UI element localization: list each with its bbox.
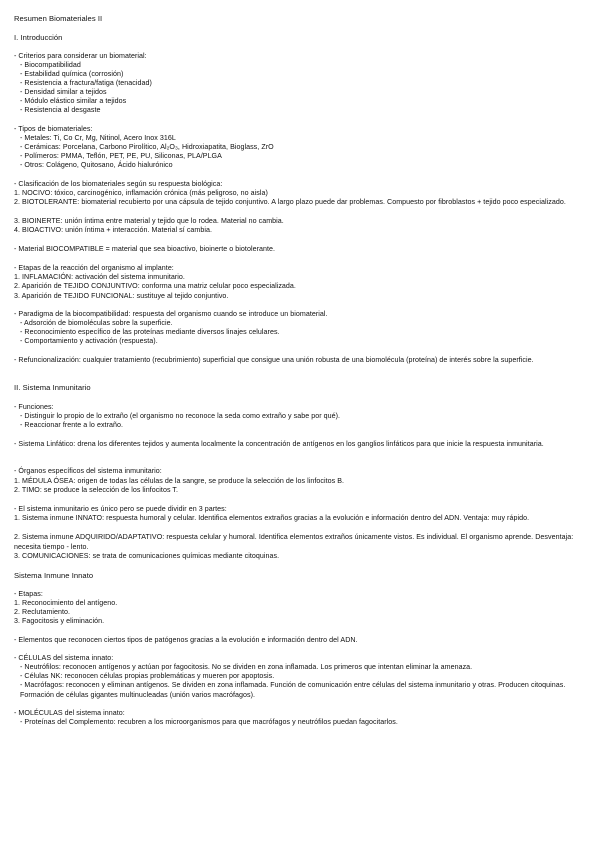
list-item: 1. INFLAMACIÓN: activación del sistema inmunitario. — [14, 273, 185, 281]
list-item: - Módulo elástico similar a tejidos — [20, 97, 127, 105]
list-item: - Densidad similar a tejidos — [20, 88, 107, 96]
list-item: 1. Sistema inmune INNATO: respuesta humoral y celular. Identifica elementos extraños gracias a la evolución e información dentro del ADN. Ventaja: muy rápido. — [14, 514, 530, 522]
list-item: 2. Sistema inmune ADQUIRIDO/ADAPTATIVO: respuesta celular y humoral. Identifica elementos extraños únicamente vistos. Es individual. El organismo aprende. Desventaja: necesita tiempo - lento. — [14, 533, 574, 551]
elementos-definition: - Elementos que reconocen ciertos tipos de patógenos gracias a la evolución e información dentro del ADN. — [14, 636, 358, 644]
document-title: Resumen Biomateriales II — [14, 14, 103, 23]
etapas-innato-label: - Etapas: — [14, 590, 43, 598]
criterios-label: - Criterios para considerar un biomaterial: — [14, 52, 147, 60]
list-item: 1. Reconocimiento del antígeno. — [14, 599, 118, 607]
list-item: - Macrófagos: reconocen y eliminan antígenos. Se dividen en zona inflamada. Función de comunicación entre células del sistema inmunitario y otras. Producen citoquinas. Formación de células gigantes multinucleadas (unión varios macrófagos). — [20, 681, 566, 699]
biocompatible-definition: - Material BIOCOMPATIBLE = material que sea bioactivo, bioinerte o biotolerante. — [14, 245, 276, 253]
list-item: 2. Reclutamiento. — [14, 608, 71, 616]
list-item: 3. COMUNICACIONES: se trata de comunicaciones químicas mediante citoquinas. — [14, 552, 280, 560]
list-item: 2. Aparición de TEJIDO CONJUNTIVO: conforma una matriz celular poco especializada. — [14, 282, 296, 290]
list-item: - Estabilidad química (corrosión) — [20, 70, 124, 78]
list-item: - Resistencia a fractura/fatiga (tenacidad) — [20, 79, 152, 87]
list-item: - Distinguir lo propio de lo extraño (el organismo no reconoce la seda como extraño y sabe por qué). — [20, 412, 341, 420]
tipos-label: - Tipos de biomateriales: — [14, 125, 93, 133]
list-item: 2. BIOTOLERANTE: biomaterial recubierto por una cápsula de tejido conjuntivo. A largo plazo puede dar problemas. Compuesto por fibroblastos + tejido poco especializado. — [14, 198, 566, 206]
sistema-linfatico-definition: - Sistema Linfático: drena los diferentes tejidos y aumenta localmente la concentración de antígenos en los ganglios linfáticos para que inicie la respuesta inmunitaria. — [14, 440, 544, 448]
list-item: - Resistencia al desgaste — [20, 106, 101, 114]
list-item: - Comportamiento y activación (respuesta). — [20, 337, 158, 345]
paradigma-label: - Paradigma de la biocompatibilidad: respuesta del organismo cuando se introduce un biomaterial. — [14, 310, 328, 318]
list-item: - Cerámicas: Porcelana, Carbono Pirolítico, Al₂O₃, Hidroxiapatita, Bioglass, ZrO — [20, 143, 274, 151]
list-item: 3. BIOINERTE: unión íntima entre material y tejido que lo rodea. Material no cambia. — [14, 217, 284, 225]
list-item: - Reconocimiento específico de las proteínas mediante diversos linajes celulares. — [20, 328, 280, 336]
list-item: 3. Aparición de TEJIDO FUNCIONAL: sustituye al tejido conjuntivo. — [14, 292, 229, 300]
list-item: - Células NK: reconocen células propias problemáticas y mueren por apoptosis. — [20, 672, 275, 680]
section-heading-sistema-inmunitario: II. Sistema Inmunitario — [14, 383, 91, 392]
funcionalizacion-definition: - Refuncionalización: cualquier tratamiento (recubrimiento) superficial que consigue una unión robusta de una biomolécula (proteína) de interés sobre la superficie. — [14, 356, 534, 364]
list-item: 2. TIMO: se produce la selección de los linfocitos T. — [14, 486, 179, 494]
organos-label: - Órganos específicos del sistema inmunitario: — [14, 467, 162, 475]
celulas-label: - CÉLULAS del sistema innato: — [14, 654, 114, 662]
list-item: 1. MÉDULA ÓSEA: origen de todas las células de la sangre, se produce la selección de los linfocitos B. — [14, 477, 345, 485]
funciones-label: - Funciones: — [14, 403, 54, 411]
list-item: 1. NOCIVO: tóxico, carcinogénico, inflamación crónica (más peligroso, no aisla) — [14, 189, 268, 197]
etapas-label: - Etapas de la reacción del organismo al implante: — [14, 264, 174, 272]
sistemas-label: - El sistema inmunitario es único pero se puede dividir en 3 partes: — [14, 505, 227, 513]
list-item: - Proteínas del Complemento: recubren a los microorganismos para que macrófagos y neutrófilos puedan fagocitarlos. — [20, 718, 398, 726]
list-item: - Metales: Ti, Co Cr, Mg, Nitinol, Acero Inox 316L — [20, 134, 176, 142]
list-item: - Reaccionar frente a lo extraño. — [20, 421, 123, 429]
subsection-heading-innato: Sistema Inmune Innato — [14, 571, 94, 580]
list-item: - Neutrófilos: reconocen antígenos y actúan por fagocitosis. No se dividen en zona inflamada. Los primeros que intentan eliminar la amenaza. — [20, 663, 473, 671]
moleculas-label: - MOLÉCULAS del sistema innato: — [14, 709, 125, 717]
section-heading-introduccion: I. Introducción — [14, 33, 63, 42]
clasificacion-label: - Clasificación de los biomateriales según su respuesta biológica: — [14, 180, 223, 188]
list-item: 4. BIOACTIVO: unión íntima + interacción. Material sí cambia. — [14, 226, 213, 234]
list-item: - Polímeros: PMMA, Teflón, PET, PE, PU, Siliconas, PLA/PLGA — [20, 152, 222, 160]
list-item: - Otros: Colágeno, Quitosano, Ácido hialurónico — [20, 161, 173, 169]
list-item: - Adsorción de biomoléculas sobre la superficie. — [20, 319, 173, 327]
list-item: - Biocompatibilidad — [20, 61, 81, 69]
list-item: 3. Fagocitosis y eliminación. — [14, 617, 105, 625]
